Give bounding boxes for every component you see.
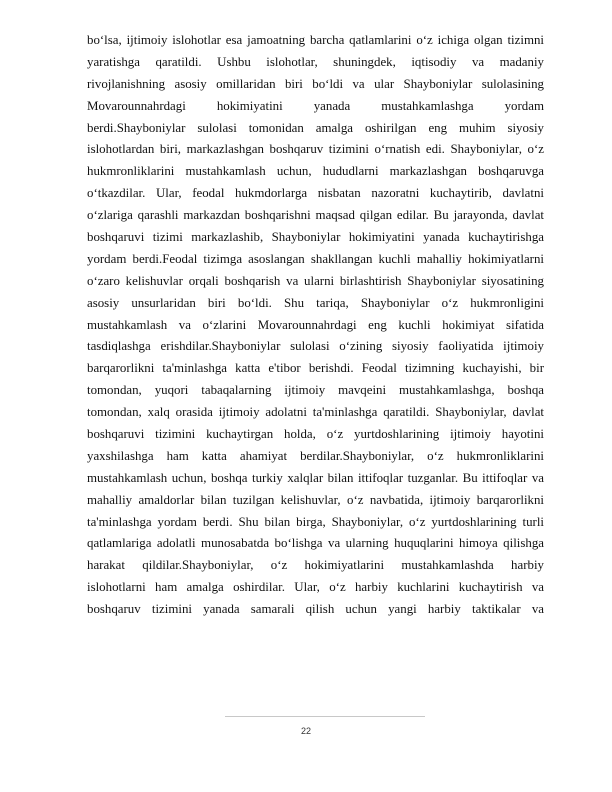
text-line: yaratishga qaratildi. Ushbu islohotlar, shuningdek, iqtisodiy va madaniy [87, 54, 544, 69]
page-number: 22 [300, 726, 311, 736]
text-line: bo‘lsa, ijtimoiy islohotlar esa jamoatning barcha qatlamlarini o‘z ichiga olgan tizimni [87, 33, 544, 47]
text-line: barqarorlikni ta'minlashga katta e'tibor berishdi. Feodal tizimning kuchayishi, bir [87, 361, 544, 376]
text-line: tomondan, xalq orasida ijtimoiy adolatni ta'minlashga qaratildi. Shayboniylar, davlat [87, 405, 544, 420]
text-line: tomondan, yuqori tabaqalarning ijtimoiy mavqeini mustahkamlashga, boshqa [87, 383, 544, 398]
text-line: Movarounnahrdagi hokimiyatini yanada mustahkamlashga yordam [87, 98, 544, 113]
text-line: berdi.Shayboniylar sulolasi tomonidan amalga oshirilgan eng muhim siyosiy [87, 120, 544, 135]
text-line: tasdiqlashga erishdilar.Shayboniylar sulolasi o‘zining siyosiy faoliyatida ijtimoiy [87, 339, 544, 354]
text-line: asosiy unsurlaridan biri bo‘ldi. Shu tariqa, Shayboniylar o‘z hukmronligini [87, 295, 544, 310]
body-text [87, 30, 544, 621]
footer-divider [225, 716, 425, 717]
text-line: boshqaruv tizimini yanada samarali qilish uchun yangi harbiy taktikalar va [87, 602, 544, 617]
text-line: mahalliy amaldorlar bilan tuzilgan kelishuvlar, o‘z navbatida, ijtimoiy barqarorlikni [87, 492, 544, 507]
text-line: o‘zaro kelishuvlar orqali boshqarish va ularni birlashtirish Shayboniylar siyosatining [87, 273, 544, 288]
text-line: yaxshilashga ham katta ahamiyat berdilar.Shayboniylar, o‘z hukmronliklarini [87, 448, 544, 463]
text-line: islohotlarni ham amalga oshirdilar. Ular, o‘z harbiy kuchlarini kuchaytirish va [87, 580, 544, 595]
text-line: boshqaruvi tizimini kuchaytirgan holda, o‘z yurtdoshlarining ijtimoiy hayotini [87, 427, 544, 442]
text-line: qatlamlariga adolatli munosabatda bo‘lishga va ularning huquqlarini himoya qilishga [87, 536, 544, 551]
text-line: o‘zlariga qarashli markazdan boshqarishni maqsad qilgan edilar. Bu jarayonda, davlat [87, 208, 544, 223]
text-line: islohotlardan biri, markazlashgan boshqaruv tizimini o‘rnatish edi. Shayboniylar, o‘z [87, 142, 544, 157]
text-line: hukmronliklarini mustahkamlash uchun, hududlarni markazlashgan boshqaruvga [87, 164, 544, 179]
text-line: harakat qildilar.Shayboniylar, o‘z hokimiyatlarini mustahkamlashda harbiy [87, 558, 544, 573]
text-line: mustahkamlash uchun, boshqa turkiy xalqlar bilan ittifoqlar tuzganlar. Bu ittifoqlar va [87, 470, 544, 485]
text-line: boshqaruvi tizimi markazlashib, Shayboniylar hokimiyatini yanada kuchaytirishga [87, 230, 544, 245]
text-line: mustahkamlash va o‘zlarini Movarounnahrdagi eng kuchli hokimiyat sifatida [87, 317, 544, 332]
text-line: rivojlanishning asosiy omillaridan biri bo‘ldi va ular Shayboniylar sulolasining [87, 76, 544, 91]
text-line: ta'minlashga yordam berdi. Shu bilan birga, Shayboniylar, o‘z yurtdoshlarining turli [87, 514, 544, 529]
text-line: o‘tkazdilar. Ular, feodal hukmdorlarga nisbatan nazoratni kuchaytirib, davlatni [87, 186, 544, 201]
text-line: yordam berdi.Feodal tizimga asoslangan shakllangan kuchli mahalliy hokimiyatlarni [87, 251, 544, 266]
